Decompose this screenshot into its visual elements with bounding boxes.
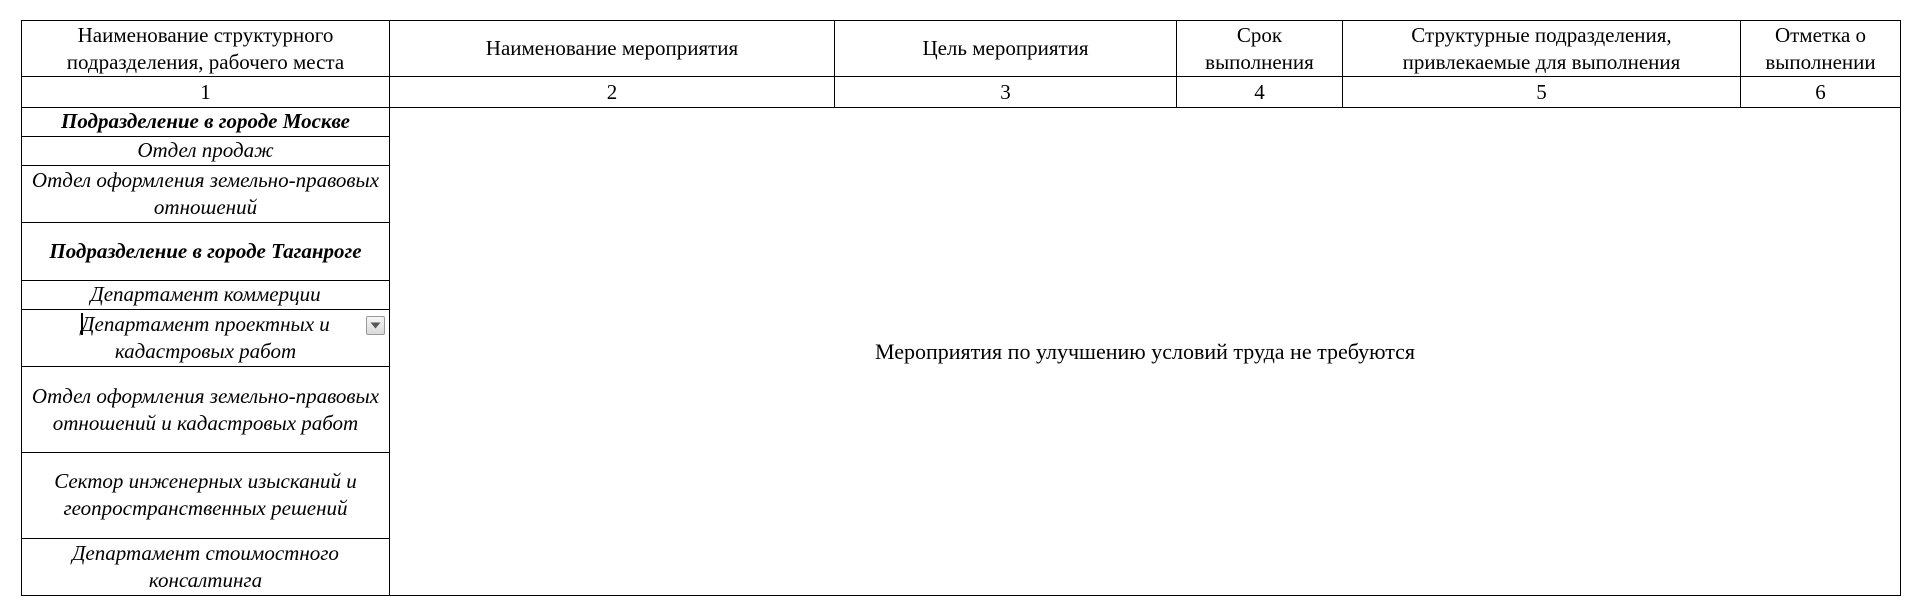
unit-cell-land-cadastral-department[interactable]: Отдел оформления земельно-правовых отношений и кадастровых работ	[22, 367, 390, 453]
column-number-cell: 2	[390, 77, 835, 107]
column-number-cell: 1	[22, 77, 390, 107]
header-cell-involved-units: Структурные подразделения, привлекаемые для выполнения	[1343, 21, 1741, 77]
header-cell-unit-name: Наименование структурного подразделения, рабочего места	[22, 21, 390, 77]
header-row	[22, 21, 1901, 77]
merged-note-cell[interactable]: Мероприятия по улучшению условий труда не требуются	[390, 107, 1901, 595]
header-cell-measure-name: Наименование мероприятия	[390, 21, 835, 77]
unit-cell-land-relations-department[interactable]: Отдел оформления земельно-правовых отношений	[22, 166, 390, 223]
header-cell-measure-goal: Цель мероприятия	[835, 21, 1177, 77]
measures-table	[21, 20, 1901, 596]
column-number-cell: 3	[835, 77, 1177, 107]
unit-cell-valuation-consulting-department[interactable]: Департамент стоимостного консалтинга	[22, 538, 390, 595]
unit-cell-sales-department[interactable]: Отдел продаж	[22, 136, 390, 165]
unit-cell-cadastral-department[interactable]	[22, 309, 390, 366]
column-number-row	[22, 77, 1901, 107]
column-number-cell: 5	[1343, 77, 1741, 107]
table-row	[22, 107, 1901, 136]
unit-cell-engineering-survey-sector[interactable]: Сектор инженерных изысканий и геопространственных решений	[22, 452, 390, 538]
unit-cell-cadastral-department-label: Департамент проектных и кадастровых работ	[81, 312, 330, 364]
column-number-cell: 6	[1741, 77, 1901, 107]
column-number-cell: 4	[1177, 77, 1343, 107]
unit-cell-taganrog-division[interactable]: Подразделение в городе Таганроге	[22, 223, 390, 280]
unit-cell-commerce-department[interactable]: Департамент коммерции	[22, 280, 390, 309]
chevron-down-icon[interactable]	[366, 316, 385, 335]
header-cell-deadline: Срок выполнения	[1177, 21, 1343, 77]
unit-cell-moscow-division[interactable]: Подразделение в городе Москве	[22, 107, 390, 136]
header-cell-completion-mark: Отметка о выполнении	[1741, 21, 1901, 77]
